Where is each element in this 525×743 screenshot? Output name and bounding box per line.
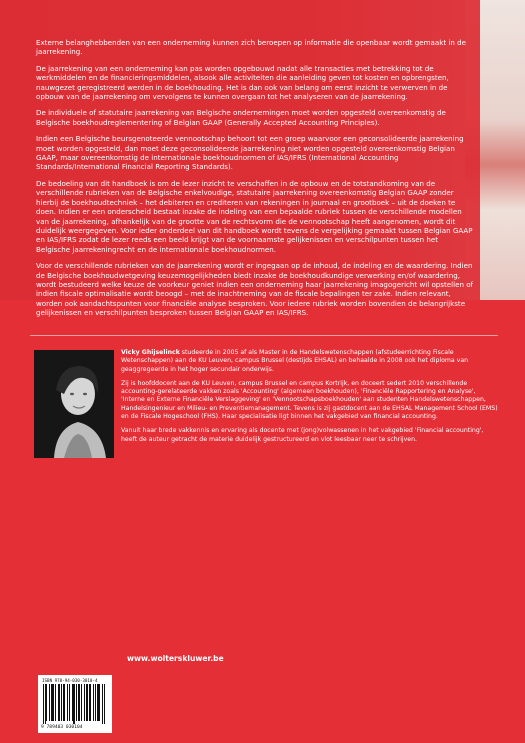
- barcode-digits: 9 789403 030104: [41, 725, 83, 730]
- barcode-bar: [53, 684, 54, 721]
- isbn-label: ISBN 978-94-030-3010-4: [42, 678, 98, 683]
- back-cover-summary: [36, 38, 474, 325]
- barcode-bar: [97, 684, 98, 721]
- barcode-bar: [99, 684, 100, 721]
- author-bio-paragraph: Vanuit haar brede vakkennis en ervaring als docente met (jong)volwassenen in het vakgebied 'Financial accounting', heeft de auteur getracht de materie duidelijk gestructureerd en vlot leesbaar neer te schrijven.: [121, 427, 484, 443]
- barcode-bar: [90, 684, 91, 721]
- barcode-bar: [84, 684, 85, 721]
- barcode-bar: [45, 684, 46, 724]
- author-intro-text: studeerde in 2005 af als Master in de Handelswetenschappen (afstudeerrichting Fiscale Wetenschappen) aan de KU Leuven, campus Brussel (destijds EHSAL) en behaalde in 2008 ook het diploma van geaggregeerde in het hoger secundair onderwijs.: [121, 349, 469, 373]
- barcode-bar: [69, 684, 70, 721]
- barcode-bar: [78, 684, 79, 721]
- barcode-bar: [49, 684, 50, 721]
- author-name: Vicky Ghijselinck: [121, 349, 180, 356]
- barcode-bar: [76, 684, 77, 721]
- author-bio-paragraph: Zij is hoofddocent aan de KU Leuven, campus Brussel en campus Kortrijk, en doceert sedert 2010 verschillende accounting-gerelateerde vakken zoals 'Accounting' (algemeen boekhouden), 'Financiële Rapportering en Analyse', 'Interne en Externe Financiële Verslaggeving' en 'Vennootschapsboekhouden' aan studenten Handelswetenschappen, Handelsingenieur en Milieu- en Preventiemanagement. Tevens is zij gastdocent aan de EHSAL Management School (EMS) en de Fiscale Hogeschool (FHS). Haar specialisatie ligt binnen het vakgebied van financial accounting.: [121, 379, 498, 421]
- barcode-bar: [64, 684, 65, 721]
- barcode-bar: [93, 684, 94, 721]
- summary-paragraph: De jaarrekening van een onderneming kan pas worden opgebouwd nadat alle transacties met betrekking tot de werkmiddelen en de financieringsmiddelen, alsook alle activiteiten die aanleiding geven tot kosten en opbrengsten, nauwgezet geregistreerd werden in de boekhouding. Het is dan ook van belang om eerst inzicht te verwerven in de opbouw van de jaarrekening om vervolgens te kunnen overgaan tot het analyseren van de jaarrekening.: [36, 63, 449, 102]
- summary-paragraph: De bedoeling van dit handboek is om de lezer inzicht te verschaffen in de opbouw en de totstandkoming van de verschillende rubrieken van de Belgische enkelvoudige, statutaire jaarrekening overeenkomstig Belgian GAAP zonder hierbij de boekhoudtechniek – het debiteren en crediteren van rekeningen in journaal en grootboek – uit de doeken te doen. Indien er een onderscheid bestaat inzake de indeling van een bepaalde rubriek tussen de verschillende modellen van de jaarrekening, afhankelijk van de grootte van de rechtsvorm die de vennootschap heeft aangenomen, wordt dit duidelijk weergegeven. Voor ieder onderdeel van dit handboek wordt tevens de vergelijking gemaakt tussen Belgian GAAP en IAS/IFRS zodat de lezer reeds een beeld krijgt van de voornaamste gelijkenissen en verschilpunten tussen het Belgische jaarrekeningrecht en de internationale boekhoudnormen.: [36, 178, 473, 254]
- barcode-bar: [51, 684, 52, 721]
- barcode-bar: [74, 684, 75, 724]
- barcode-bar: [72, 684, 73, 721]
- barcode-bar: [67, 684, 68, 721]
- publisher-url[interactable]: www.wolterskluwer.be: [127, 654, 224, 663]
- barcode-bar: [95, 684, 96, 721]
- barcode-bar: [89, 684, 90, 721]
- barcode-bar: [86, 684, 87, 721]
- summary-paragraph: Indien een Belgische beursgenoteerde vennootschap behoort tot een groep waarvoor een geconsolideerde jaarrekening moet worden opgesteld, dan moet deze geconsolideerde jaarrekening niet worden opgesteld overeenkomstig Belgian GAAP, maar overeenkomstig de internationale boekhoudnormen of IAS/IFRS (International Accounting Standards/International Financial Reporting Standards).: [36, 134, 464, 172]
- barcode-bar: [58, 684, 59, 721]
- barcode-bar: [63, 684, 64, 721]
- barcode-bar: [61, 684, 62, 721]
- isbn-barcode: [38, 675, 112, 733]
- barcode-bar: [46, 684, 47, 721]
- barcode-bar: [55, 684, 56, 721]
- barcode-bar: [98, 684, 99, 721]
- barcode-bar: [102, 684, 103, 724]
- summary-paragraph: Externe belanghebbenden van een onderneming kunnen zich beroepen op informatie die openbaar wordt gemaakt in de jaarrekening.: [36, 38, 466, 57]
- section-divider: [30, 335, 498, 336]
- barcode-bar: [87, 684, 88, 721]
- barcode-bar: [73, 684, 74, 724]
- barcode-bar: [81, 684, 82, 721]
- barcode-bar: [52, 684, 53, 721]
- author-bio: [121, 349, 501, 450]
- summary-paragraph: Voor de verschillende rubrieken van de jaarrekening wordt er ingegaan op de inhoud, de indeling en de waardering. Indien de Belgische boekhoudwetgeving keuzemogelijkheden biedt inzake de boekhoudkundige verwerking en/of waardering, wordt bestudeerd welke keuze de voorkeur geniet indien een onderneming haar jaarrekening imagogericht wil opstellen of indien fiscale optimalisatie wordt beoogd – met de inachtneming van de fiscale bepalingen ter zake. Indien relevant, worden ook aandachtspunten voor financiële analyse besproken. Voor iedere rubriek worden bovendien de belangrijkste gelijkenissen en verschilpunten besproken tussen Belgian GAAP en IAS/IFRS.: [36, 261, 474, 318]
- author-intro: [121, 349, 501, 374]
- barcode-bar: [104, 684, 105, 724]
- barcode-bar: [59, 684, 60, 721]
- barcode-bar: [79, 684, 80, 721]
- author-portrait: [34, 350, 114, 458]
- barcode-bar: [43, 684, 44, 724]
- barcode-bars: [42, 684, 108, 724]
- summary-paragraph: De individuele of statutaire jaarrekening van Belgische ondernemingen moet worden opgesteld overeenkomstig de Belgische boekhoudreglementering of Belgian GAAP (Generally Accepted Accounting Principles).: [36, 108, 446, 127]
